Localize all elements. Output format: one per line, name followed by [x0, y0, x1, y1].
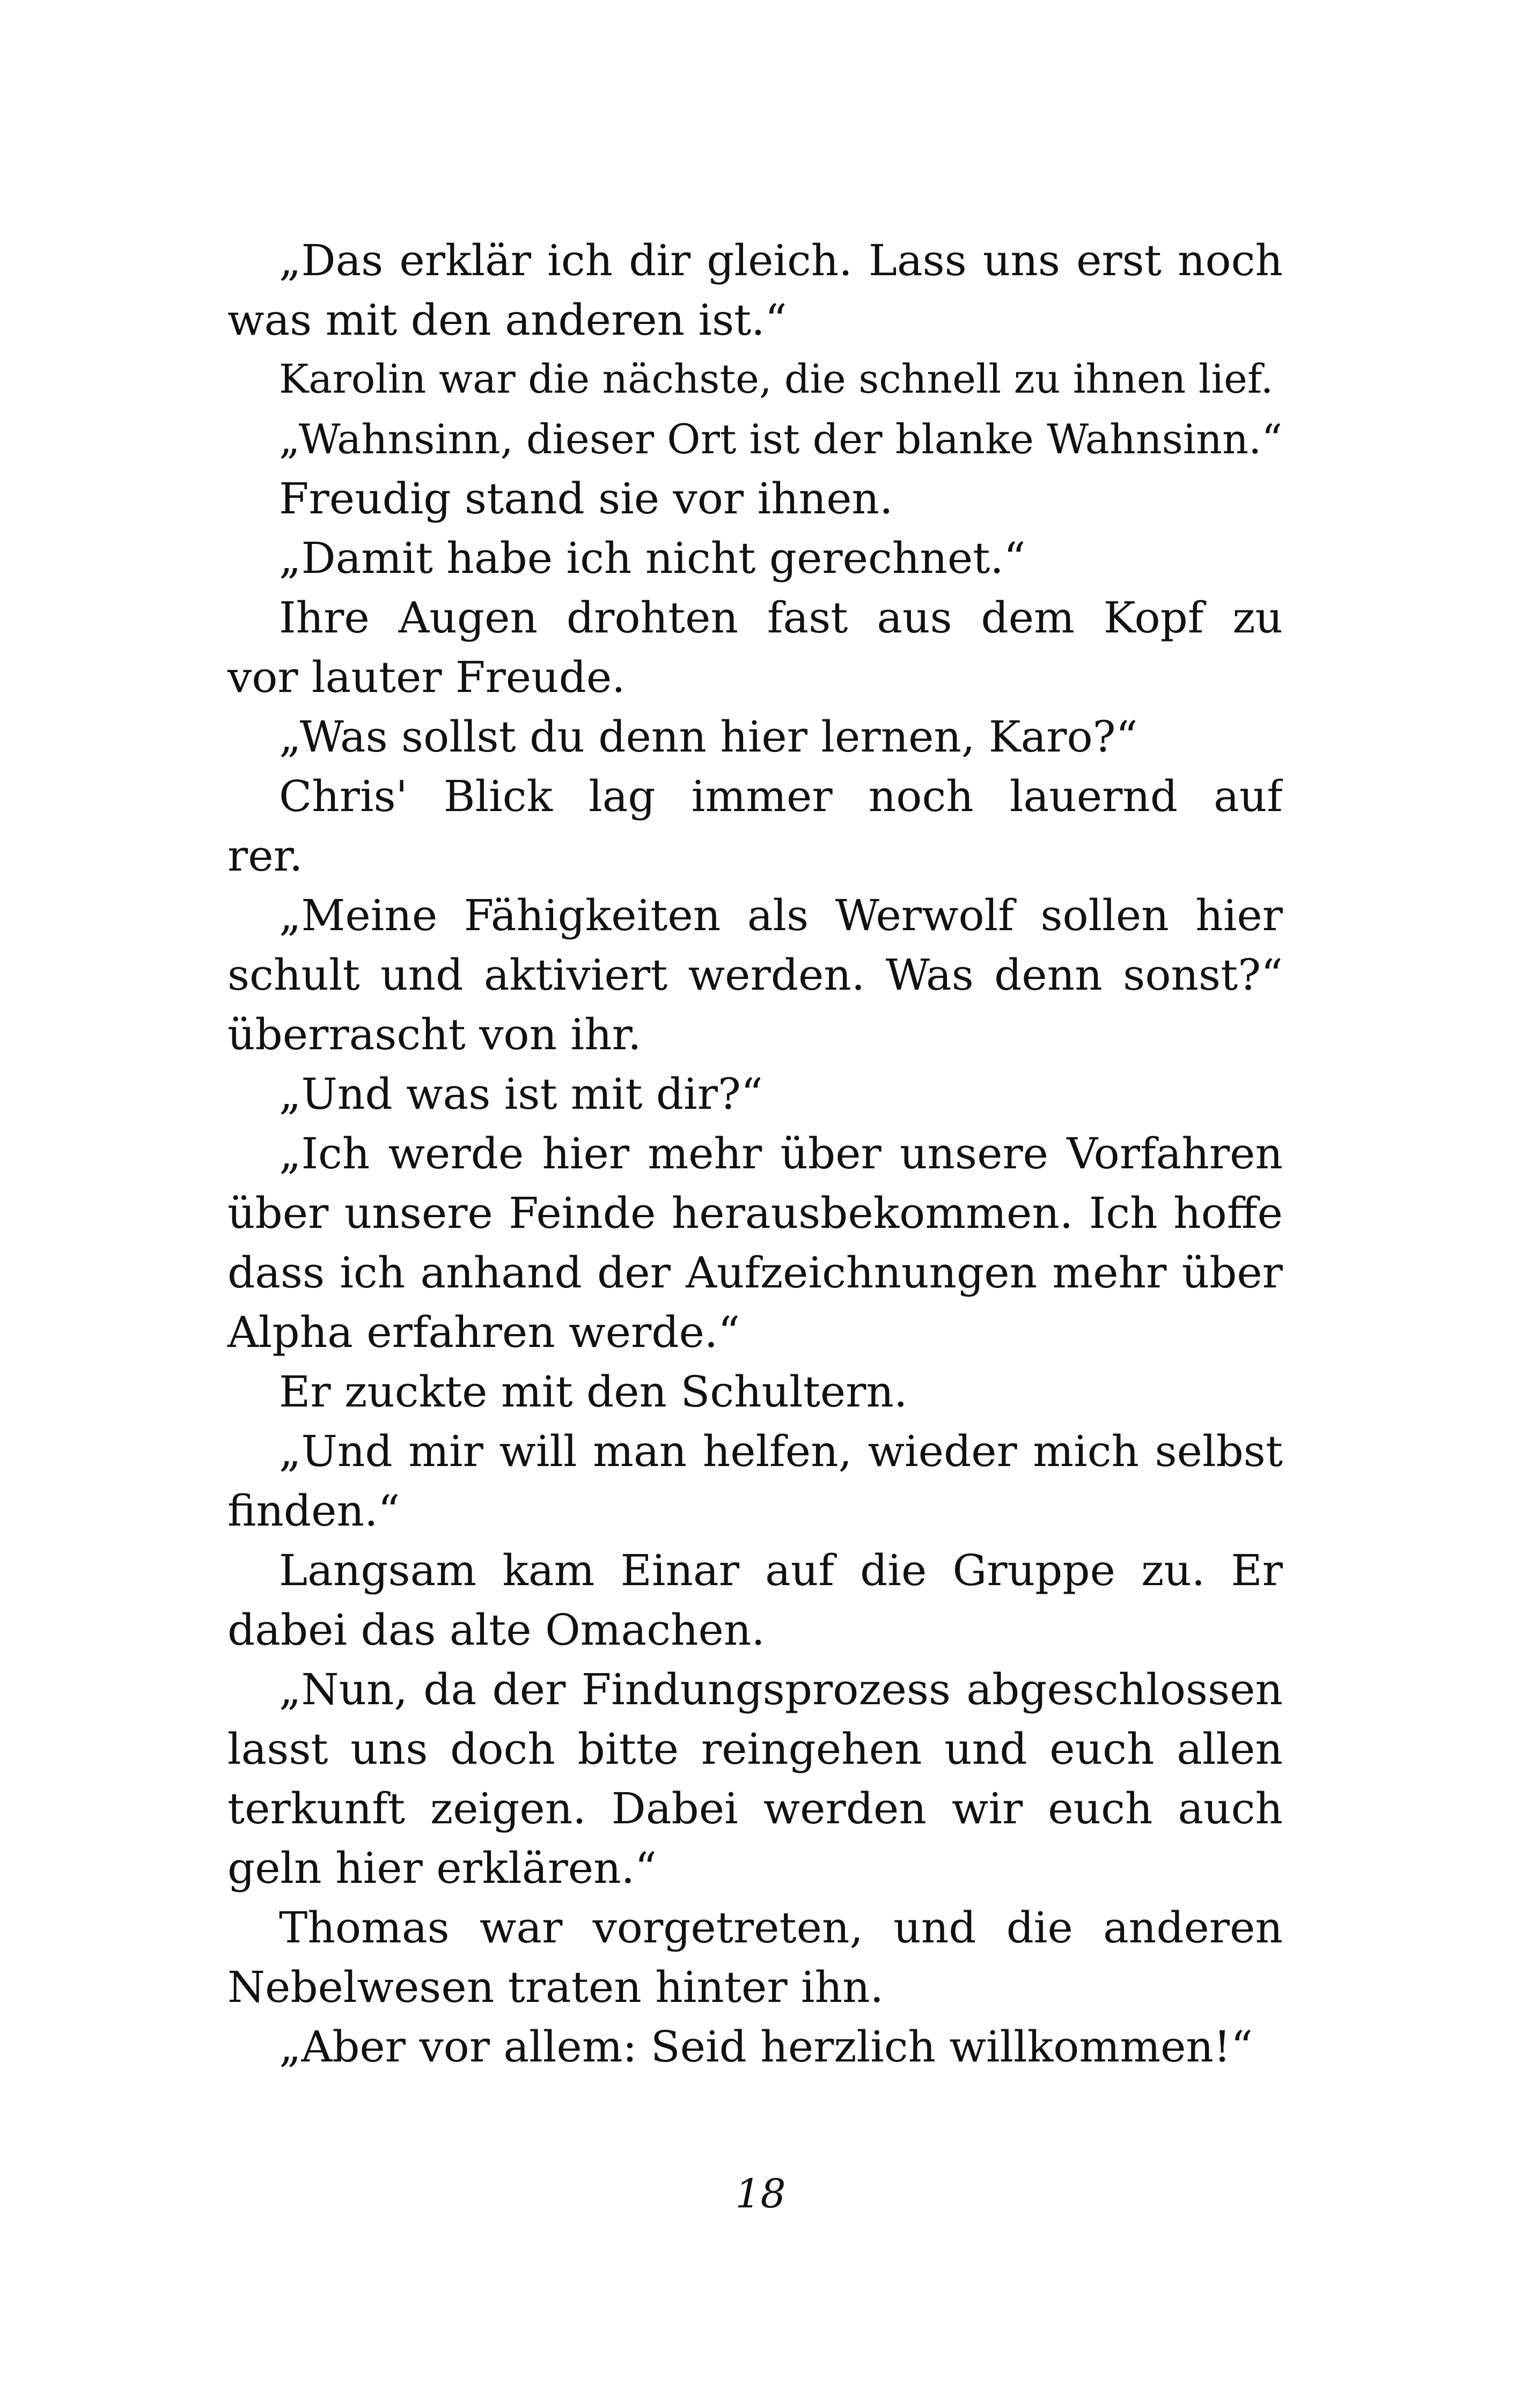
- text-line: dabei das alte Omachen.: [227, 1605, 765, 1655]
- text-line: überrascht von ihr.: [227, 1010, 642, 1059]
- text-line: vor lauter Freude.: [227, 652, 626, 702]
- text-line: terkunft zeigen. Dabei werden wir euch auch: [227, 1784, 1283, 1833]
- body-text: [227, 231, 1283, 2076]
- text-line: über unsere Feinde herausbekommen. Ich hoffe: [227, 1188, 1283, 1238]
- text-line: „Wahnsinn, dieser Ort ist der blanke Wahnsinn.“: [279, 415, 1283, 463]
- text-line: „Ich werde hier mehr über unsere Vorfahren: [279, 1129, 1283, 1179]
- text-line: Er zuckte mit den Schultern.: [279, 1367, 908, 1417]
- text-line: „Und mir will man helfen, wieder mich selbst: [279, 1426, 1283, 1476]
- text-line: Langsam kam Einar auf die Gruppe zu. Er: [279, 1545, 1283, 1595]
- text-line: „Meine Fähigkeiten als Werwolf sollen hier: [279, 890, 1283, 940]
- text-line: „Damit habe ich nicht gerechnet.“: [279, 533, 1026, 583]
- page-number: 18: [735, 2171, 786, 2217]
- text-line: „Aber vor allem: Seid herzlich willkommen!“: [279, 2022, 1253, 2072]
- text-line: rer.: [227, 831, 303, 881]
- text-line: Chris' Blick lag immer noch lauernd auf: [279, 771, 1283, 821]
- text-line: dass ich anhand der Aufzeichnungen mehr über: [227, 1248, 1283, 1298]
- text-line: Ihre Augen drohten fast aus dem Kopf zu: [279, 593, 1283, 643]
- text-line: „Das erklär ich dir gleich. Lass uns erst noch: [279, 235, 1283, 285]
- text-line: Nebelwesen traten hinter ihn.: [227, 1962, 884, 2012]
- text-line: „Was sollst du denn hier lernen, Karo?“: [279, 712, 1138, 762]
- text-line: „Nun, da der Findungsprozess abgeschlossen: [279, 1665, 1283, 1714]
- text-line: „Und was ist mit dir?“: [279, 1069, 763, 1119]
- text-line: Freudig stand sie vor ihnen.: [279, 474, 893, 524]
- text-line: Thomas war vorgetreten, und die anderen: [279, 1903, 1283, 1953]
- text-line: schult und aktiviert werden. Was denn sonst?“: [227, 950, 1283, 1000]
- text-line: Alpha erfahren werde.“: [227, 1307, 740, 1357]
- text-line: Karolin war die nächste, die schnell zu ihnen lief.: [279, 356, 1274, 402]
- text-line: finden.“: [227, 1486, 400, 1536]
- text-line: geln hier erklären.“: [227, 1843, 657, 1893]
- text-line: lasst uns doch bitte reingehen und euch allen: [227, 1724, 1283, 1774]
- text-line: was mit den anderen ist.“: [227, 295, 787, 345]
